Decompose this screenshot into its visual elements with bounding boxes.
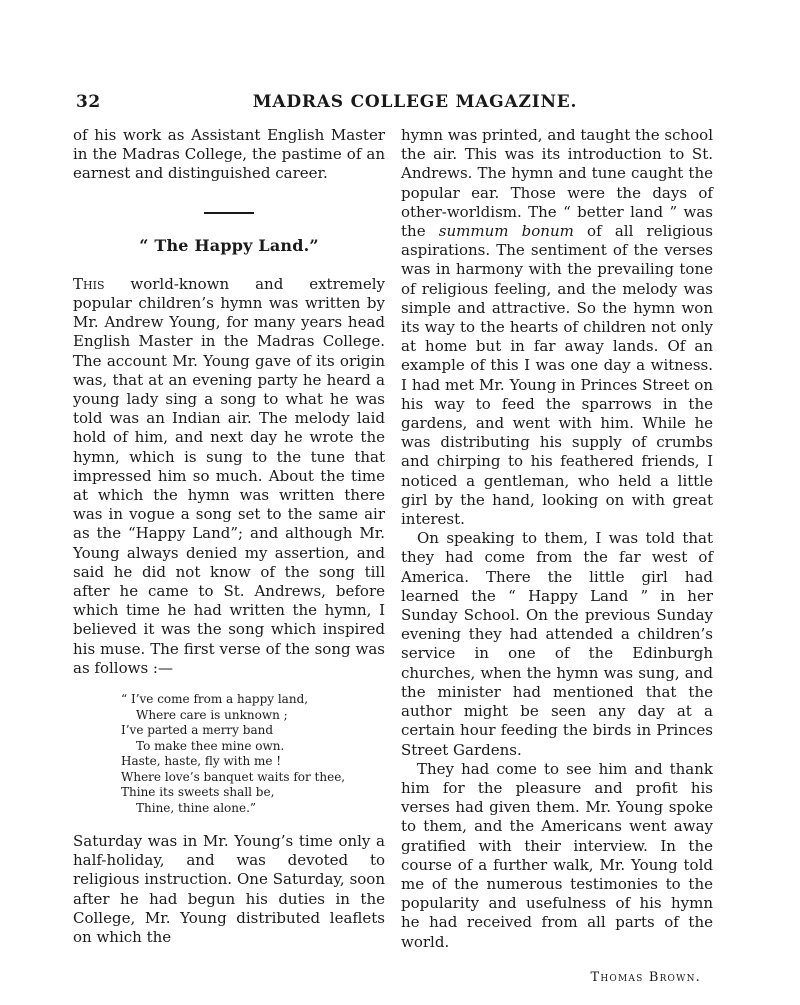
page-number: 32 bbox=[76, 92, 101, 112]
latin-phrase: summum bonum bbox=[438, 222, 574, 241]
left-column bbox=[73, 126, 385, 947]
article-paragraph-3 bbox=[401, 126, 713, 529]
verse-line: Thine its sweets shall be, bbox=[121, 785, 275, 800]
running-head: MADRAS COLLEGE MAGAZINE. bbox=[252, 92, 578, 112]
verse-line: To make thee mine own. bbox=[136, 738, 285, 753]
drop-word: This bbox=[73, 274, 105, 293]
right-column bbox=[401, 126, 713, 987]
author-signature: Thomas Brown. bbox=[590, 969, 701, 985]
verse-line: Where love’s banquet waits for thee, bbox=[121, 769, 346, 784]
verse-line: I’ve parted a merry band bbox=[121, 723, 274, 738]
section-divider bbox=[204, 212, 254, 214]
verse-line: Haste, haste, fly with me ! bbox=[121, 754, 282, 769]
verse-line: Thine, thine alone.” bbox=[136, 800, 257, 815]
verse-line: Where care is unknown ; bbox=[136, 707, 288, 722]
article-paragraph-1-text: world-known and extremely popular children’s hymn was written by Mr. Andrew Young, for many years head English Master in the Madras College. The account Mr. Young gave of its origin was, that at an evening party he heard a young lady sing a song to what he was told was an Indian air. The melody laid hold of him, and next day he wrote the hymn, which is sung to the tune that impressed him so much. About the time at which the hymn was written there was in vogue a song set to the same air as the “Happy Land”; and although Mr. Young always denied my assertion, and said he did not know of the song till after he came to St. Andrews, before which time he had written the hymn, I believed it was the song which inspired his muse. The first verse of the song was as follows :— bbox=[73, 274, 385, 677]
article-paragraph-2: Saturday was in Mr. Young’s time only a half-holiday, and was devoted to religious instruction. One Saturday, soon after he had begun his duties in the College, Mr. Young distributed leaflets on which the bbox=[73, 832, 385, 947]
paragraph-text: hymn was printed, and taught the school the air. This was its introduction to St. Andrews. The hymn and tune caught the popular ear. Those were the days of other-worldism. The “ better land ” was the bbox=[401, 126, 713, 241]
song-verse bbox=[121, 692, 385, 816]
article-paragraph-1 bbox=[73, 275, 385, 678]
paragraph-text: of all religious aspirations. The sentiment of the verses was in harmony with the prevailing tone of religious feeling, and the melody was simple and attractive. So the hymn won its way to the hearts of children not only at home but in far away lands. Of an example of this I was one day a witness. I had met Mr. Young in Princes Street on his way to feed the sparrows in the gardens, and went with him. While he was distributing his supply of crumbs and chirping to his feathered friends, I noticed a gentleman, who held a little girl by the hand, looking on with great interest. bbox=[401, 222, 713, 529]
continued-paragraph: of his work as Assistant English Master in the Madras College, the pastime of an earnest and distinguished career. bbox=[73, 126, 385, 183]
article-paragraph-5: They had come to see him and thank him for the pleasure and profit his verses had given them. Mr. Young spoke to them, and the Americans went away gratified with their interview. In the course of a further walk, Mr. Young told me of the numerous testimonies to the popularity and usefulness of his hymn he had received from all parts of the world. bbox=[401, 759, 713, 951]
article-paragraph-4: On speaking to them, I was told that they had come from the far west of America. There the little girl had learned the “ Happy Land ” in her Sunday School. On the previous Sunday evening they had attended a children’s service in one of the Edinburgh churches, when the hymn was sung, and the minister had mentioned that the author might be seen any day at a certain hour feeding the birds in Princes Street Gardens. bbox=[401, 529, 713, 759]
article-title: “ The Happy Land.” bbox=[139, 235, 319, 255]
verse-line: “ I’ve come from a happy land, bbox=[121, 692, 309, 707]
